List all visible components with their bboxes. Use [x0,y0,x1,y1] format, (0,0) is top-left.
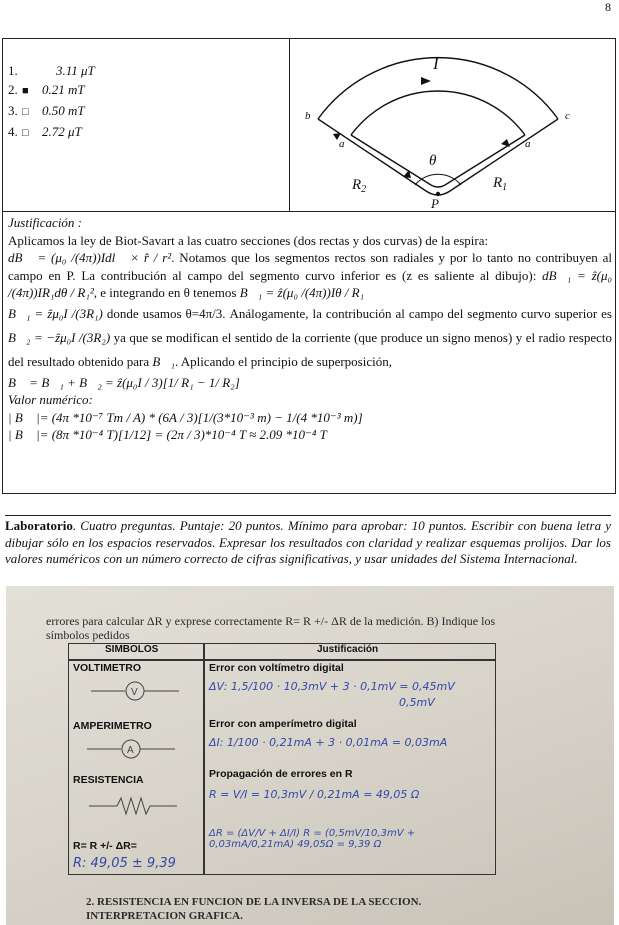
bottom-line-1: 2. RESISTENCIA EN FUNCION DE LA INVERSA DE LA SECCION. [86,896,422,908]
option-2[interactable]: 2. ■ 0.21 mT [8,80,95,101]
svg-text:V: V [131,687,138,698]
voltmeter-symbol [91,676,181,706]
symbols-table [68,643,496,875]
worksheet-photo [6,586,614,925]
justification [8,214,612,444]
justification-p1: Aplicamos la ley de Biot-Savart a las cuatro secciones (dos rectas y dos curvas) de la espira: [8,232,489,248]
answer-options [8,61,95,143]
hand-volt-2: 0,5mV [399,696,435,709]
table-divider-horizontal [3,211,615,212]
option-value: 0.21 mT [42,82,85,97]
option-value: 0.50 mT [42,103,85,118]
label-R1: $R_1$ [493,175,508,193]
table-divider-vertical [289,39,290,211]
valor-heading: Valor numérico: [8,392,93,407]
label-a-left: a [339,138,345,150]
just-volt: Error con voltímetro digital [209,662,344,674]
equation-sum: B⃗ = B⃗₁ + B⃗₂ = ẑ(μ₀I / 3)[1/ R₁ − 1/ R₂] [8,374,240,390]
option-3[interactable]: 3. □ 0.50 mT [8,101,95,122]
inner-arc [351,91,525,135]
hand-r: R = V/I = 10,3mV / 0,21mA = 49,05 Ω [209,788,420,801]
laboratorio-title: Laboratorio [5,518,73,533]
photo-instruction-2: símbolos pedidos [46,628,130,642]
label-P: P [431,196,439,209]
label-a-right: a [525,138,531,150]
row-amperimetro: AMPERIMETRO [73,720,152,732]
justification-p2: dB⃗ = (μ₀ /(4π))Idl⃗ × r̂ / r². Notamos que los segmentos rectos son radiales y por lo tanto no contribuyen al campo en P. La contribución al campo del segmento curvo inferior es (z es saliente al dibujo): dB⃗₁ = ẑ(μ₀ /(4π))IR₁dθ / R₁², e integrando en θ tenemos B⃗₁ = ẑ(μ₀ /(4π))Iθ / R₁ [8,250,613,300]
selected-checkbox: ■ [22,85,29,97]
ammeter-symbol [87,734,177,764]
col-justificacion: Justificación [317,644,379,655]
hand-amp: ΔI: 1/100 · 0,21mA + 3 · 0,01mA = 0,03mA [209,736,448,749]
row-voltimetro: VOLTIMETRO [73,662,142,674]
label-c: c [565,110,570,122]
justification-p3: B⃗₁ = ẑμ₀I /(3R₁) donde usamos θ=4π/3. Análogamente, la contribución al campo del segmento curvo superior es B⃗₂ = −ẑμ₀I /(3R₂) ya que se modifican el sentido de la corriente (que produce un signo menos) y el radio respecto del resultado obtenido para B⃗₁. Aplicando el principio de superposición, [8,305,613,369]
label-R2: $R_2$ [352,177,367,195]
option-1[interactable]: 1. 3.11 μT [8,63,95,78]
label-I: I [433,54,439,73]
label-theta: θ [429,153,437,169]
photo-instruction-1: errores para calcular ΔR y exprese correctamente R= R +/- ΔR de la medición. B) Indique los [46,614,496,628]
question-table [2,38,616,494]
equation-numeric-2: | B⃗ |= (8π *10⁻⁴ T)[1/12] = (2π / 3)*10⁻⁴ T ≈ 2.09 *10⁻⁴ T [8,427,327,442]
current-arrow-top [421,77,431,85]
option-4[interactable]: 4. □ 2.72 μT [8,122,95,143]
justification-heading: Justificación : [8,215,83,230]
col-simbolos: SIMBOLOS [105,644,159,655]
label-b: b [305,110,311,122]
option-value: 3.11 μT [56,63,95,78]
r-formula: R= R +/- ΔR= [73,840,137,852]
bottom-line-2: INTERPRETACION GRAFICA. [86,910,243,922]
resistor-symbol [89,794,179,818]
hand-volt: ΔV: 1,5/100 · 10,3mV + 3 · 0,1mV = 0,45mV [209,680,455,693]
option-value: 2.72 μT [42,124,82,139]
laboratorio-instructions: Laboratorio. Cuatro preguntas. Puntaje: 20 puntos. Mínimo para aprobar: 10 puntos. Escribir con buena letra y dibujar sólo en los espacios reservados. Expresar los resultados con claridad y realizar esquemas prolijos. Dar los valores numéricos con un número correcto de cifras significativas, y usar unidades del Sistema Internacional. [5,515,611,568]
current-arrow-right [501,139,510,147]
empty-checkbox: □ [22,106,29,118]
row-resistencia: RESISTENCIA [73,774,144,786]
svg-text:A: A [127,745,134,756]
just-amp: Error con amperímetro digital [209,718,357,730]
just-prop: Propagación de errores en R [209,768,353,780]
hand-result: R: 49,05 ± 9,39 [73,856,176,871]
equation-numeric-1: | B⃗ |= (4π *10⁻⁷ Tm / A) * (6A / 3)[1/(3*10⁻³ m) − 1/(4 *10⁻³ m)] [8,409,363,425]
hand-dr: ΔR = (ΔV/V + ΔI/I) R = (0,5mV/10,3mV + 0,03mA/0,21mA) 49,05Ω = 9,39 Ω [209,828,416,850]
empty-checkbox: □ [22,127,29,139]
page-number: 8 [605,0,611,14]
loop-diagram [303,43,583,209]
